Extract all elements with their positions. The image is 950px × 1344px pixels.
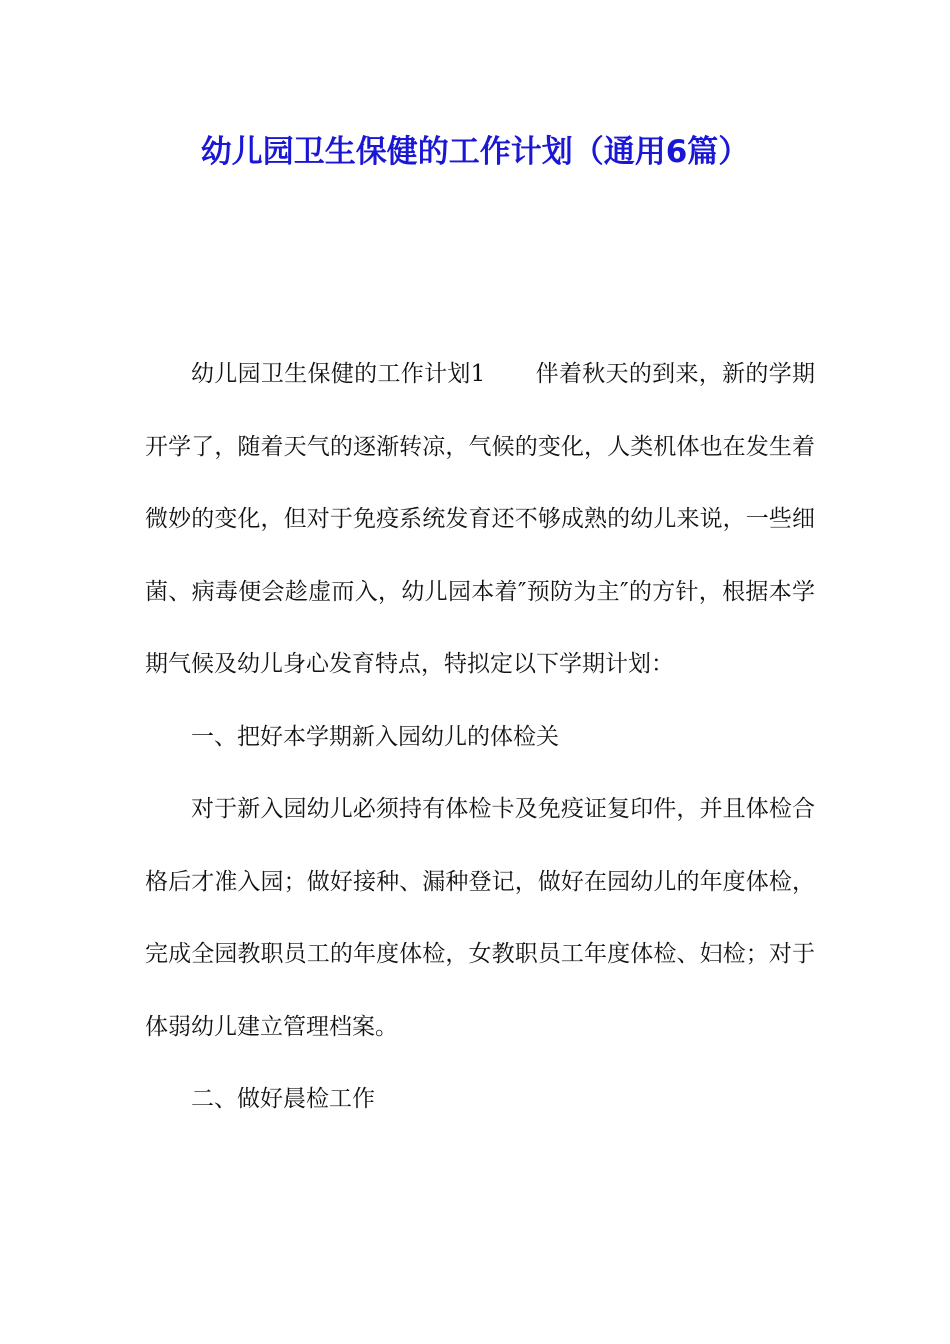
paragraph-health-check: 对于新入园幼儿必须持有体检卡及免疫证复印件，并且体检合格后才准入园；做好接种、漏种登记，做好在园幼儿的年度体检，完成全园教职员工的年度体检，女教职员工年度体检、妇检；对于体弱幼儿建立管理档案。: [145, 796, 815, 1040]
paragraph-intro: [145, 338, 815, 701]
paragraph-intro-text: 伴着秋天的到来，新的学期开学了，随着天气的逐渐转凉，气候的变化，人类机体也在发生着微妙的变化，但对于免疫系统发育还不够成熟的幼儿来说，一些细菌、病毒便会趁虚而入，幼儿园本着″预防为主″的方针，根据本学期气候及幼儿身心发育特点，特拟定以下学期计划：: [145, 361, 816, 677]
document-title: 幼儿园卫生保健的工作计划（通用6篇）: [200, 134, 750, 170]
section-heading-1: 幼儿园卫生保健的工作计划1: [191, 361, 486, 387]
document-body: [145, 338, 815, 1136]
section-heading-item-2: 二、做好晨检工作: [191, 1086, 375, 1112]
section-heading-item-1: 一、把好本学期新入园幼儿的体检关: [191, 723, 559, 750]
